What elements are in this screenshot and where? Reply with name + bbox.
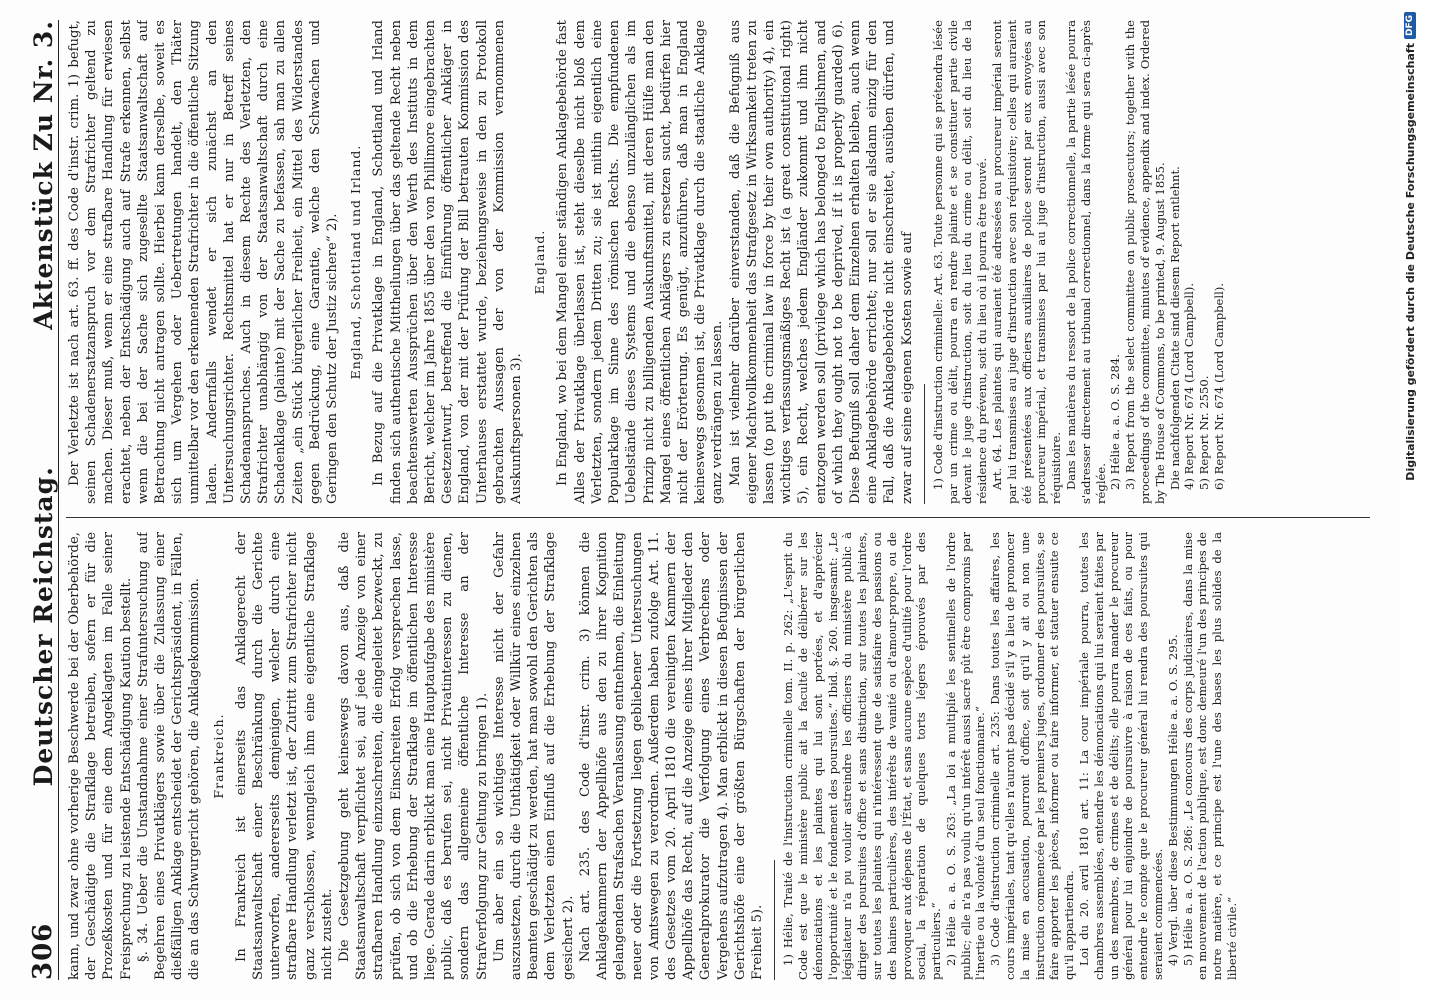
footnote: 6) Report Nr. 674 (Lord Campbell). (1211, 282, 1226, 490)
footnote-divider (774, 860, 775, 980)
footnote: 5) Hélie a. a. O. S. 286: „Le concours des corps judiciaires, dans la mise en mouvement de l'action publique, est donc demeuré l'un des principes de notre matière, et ce principe est l'une des bases les plus solides de la liberté civile.“ (1180, 532, 1240, 980)
paragraph: Nach art. 235. des Code d'instr. crim. 3) können die Anklagekammern der Appellhöfe aus den zu ihrer Kognition gelangenden Strafsachen Veranlassung entnehmen, die Einleitung neuer oder die Fortsetzung liegen gebliebener Untersuchungen von Amtswegen zu verordnen. Außerdem haben zufolge Art. 11. des Gesetzes vom 20. April 1810 die vereinigten Kammern der Appellhöfe das Recht, auf die Anzeige eines ihrer Mitglieder den Generalprokurator die Verfolgung eines Verbrechens oder Vergehens aufzutragen 4). Man erblickt in diesen Befugnissen der Gerichtshöfe eine der größten Bürgschaften der bürgerlichen Freiheit 5). (577, 532, 765, 980)
footnote: 3) Code d'instruction criminelle art. 235: Dans toutes les affaires, les cours impériales, tant qu'elles n'auront pas décidé s'il y a lieu de prononcer la mise en accusation, pourront d'office, soit qu'il y ait ou non une instruction commencée par les premiers juges, ordonner des poursuites, se faire apporter les pièces, informer ou faire informer, et statuer ensuite ce qu'il appartiendra. (988, 532, 1077, 980)
footnote: 3) Report from the select committee on public prosecutors; together with the proceedings of the committee, minutes of evidence, appendix and index. Ordered by The House of Commons, to be printed, 9. August 1855. (1123, 20, 1167, 504)
paragraph: In England, wo bei dem Mangel einer ständigen Anklagebehörde fast Alles der Privatklage überlassen ist, steht dieselbe nicht bloß dem Verletzten, sondern jedem Dritten zu; sie ist mithin eigentlich eine Popularklage im Sinne des römischen Rechts. Die empfundenen Uebelstände dieses Systems und die ebenso unzulänglichen als im Prinzip nicht zu billigenden Auskunftsmittel, mit deren Hülfe man den Mangel eines öffentlichen Anklägers zu ersetzen sucht, bedürfen hier nicht der Erörterung. Es genügt, anzuführen, daß man in England keineswegs gesonnen ist, die Privatklage durch die staatliche Anklage ganz verdrängen zu lassen. (555, 20, 726, 504)
page-number: 306 (28, 922, 58, 980)
paragraph: In Frankreich ist einerseits das Anklagerecht der Staatsanwaltschaft einer Beschränkung durch die Gerichte unterworfen, andererseits demjenigen, welcher durch eine strafbare Handlung verletzt ist, der Zutritt zum Strafrichter nicht ganz verschlossen, wenngleich ihm eine eigentliche Strafklage nicht zusteht. (233, 532, 335, 980)
footnote: Loi du 20. avril 1810 art. 11: La cour impériale pourra, toutes les chambres assemblées, entendre les dénonciations qui lui seraient faites par un des membres, de crimes et de délits; elle pourra mander le procureur général pour lui enjoindre de poursuivre à raison de ces faits, ou pour entendre le compte que le procureur général lui rendra des poursuites qui seraient commencées. (1077, 532, 1166, 980)
header-left-title: Deutscher Reichstag. (29, 466, 58, 787)
page-header (18, 20, 59, 980)
paragraph: Um aber ein so wichtiges Interesse nicht der Gefahr auszusetzen, durch die Unthätigkeit oder Willkür eines einzelnen Beamten geschädigt zu werden, hat man sowohl den Gerichten als dem Verletzten einen Einfluß auf die Erhebung der Strafklage gesichert 2). (491, 532, 576, 980)
dfg-logo: DFG (1404, 12, 1416, 39)
section-heading: England, Schottland und Irland. (348, 144, 364, 380)
column-divider (66, 517, 1370, 518)
footnote: Die nachfolgenden Citate sind diesem Report entlehnt. (1167, 166, 1182, 490)
footnote: 4) Report Nr. 674 (Lord Campbell). (1182, 282, 1197, 490)
paragraph: §. 34. Ueber die Unstandnahme einer Strafuntersuchung auf Begehren eines Privatklägers sowie über die Zulassung einer dießfälligen Anklage entscheidet der Gerichtspräsident, in Fällen, die an das Schwurgericht gehören, die Anklagekommission. (135, 532, 203, 980)
footnote: Dans les matières du ressort de la police correctionnelle, la partie lésée pourra s'adresser directement au tribunal correctionnel, dans la forme qui sera ci-après réglée. (1063, 20, 1108, 504)
paragraph: Die Gesetzgebung geht keineswegs davon aus, daß die Staatsanwaltschaft verpflichtet sei, auf jede Anzeige von einer strafbaren Handlung einzuschreiten, die eingeleitet bezweckt, zu prüfen, ob sich von dem Einschreiten Erfolg versprechen lasse, und ob die Erhebung der Strafklage im öffentlichen Interesse liege. Gerade darin erblickt man eine Hauptaufgabe des ministère public, daß es berufen sei, nicht Privatinteressen zu dienen, sondern das allgemeine öffentliche Interesse an der Strafverfolgung zur Geltung zu bringen 1). (337, 532, 490, 980)
footnote: 2) Hélie a. a. O. S. 263: „La loi a multiplié les sentinelles de l'ordre public; elle n'a pas voulu qu'un intérêt aussi sacré pût être compromis par l'inertie ou la volonté d'un seul fonctionnaire.“ (943, 532, 988, 980)
footnote: 5) Report Nr. 2550. (1197, 375, 1212, 490)
paragraph: kann, und zwar ohne vorherige Beschwerde bei der Oberbehörde, der Geschädigte die Strafklage betreiben, sofern er für die Prozeßkosten und für eine dem Angeklagten im Falle seiner Freisprechung zu leistende Entschädigung Kaution bestellt. (67, 532, 134, 980)
footnote: 1) Hélie, Traité de l'instruction criminelle tom. II. p. 262: „L'esprit du Code est que le ministère public ait la faculté de délibérer sur les dénonciations et les plaintes qui lui sont portées, et d'apprécier l'opportunité et le fondement des poursuites.“ Ibid. §. 260. insgesamt: „Le législateur n'a pu vouloir astreindre les officiers du ministère public à diriger des poursuites d'office et sans distinction, sur toutes les plaintes, sur toutes les plaintes qui n'intéressent que de satisfaire des passions ou des haines particulières, des intérêts de vanité ou d'amour-propre, ou de provoquer aux dépens de l'État, et sans aucune espèce d'utilité pour l'ordre social, la réparation de quelques torts légers éprouvés par des particuliers.“ (781, 532, 944, 980)
footnote: Art. 64. Les plaintes qui auraient été adressées au procureur impérial seront par lui transmises au juge d'instruction avec son réquisitoire; celles qui auraient été présentées aux officiers auxiliaires de police seront par eux envoyées au procureur impérial, et transmises par lui au juge d'instruction, aussi avec son réquisitoire. (989, 20, 1064, 504)
paragraph: In Bezug auf die Privatklage in England, Schottland und Irland finden sich authentische Mittheilungen über das geltende Recht neben beachtenswerten Aussprüchen über den Werth des Instituts in dem Bericht, welcher im Jahre 1855 über den von Phillimore eingebrachten Gesetzentwurf, betreffend die Einführung öffentlicher Ankläger in England, von der mit der Prüfung der Bill betrauten Kommission des Unterhauses erstattet wurde, beziehungsweise in den zu Protokoll gebrachten Aussagen der von der Kommission vernommenen Auskunftspersonen 3). (371, 20, 525, 504)
digitization-credit (1398, 0, 1422, 1000)
footnote: 4) Vergl. über diese Bestimmungen Hélie a. a. O. S. 295. (1165, 634, 1180, 966)
section-heading: England. (532, 229, 548, 295)
footnote-divider (924, 384, 925, 504)
credit-text: Digitalisierung gefördert durch die Deutsche Forschungsgemeinschaft (1403, 43, 1417, 481)
footnote: 1) Code d'instruction criminelle: Art. 63. Toute personne qui se prétendra lésée par un crime ou délit, pourra en rendre plainte et se constituer partie civile devant le juge d'instruction, soit du lieu du crime ou délit, soit du lieu de la résidence du prévenu, soit du lieu où il pourra être trouvé. (930, 20, 990, 504)
section-heading: Frankreich. (210, 713, 226, 799)
paragraph: Man ist vielmehr darüber einverstanden, daß die Befugniß aus eigener Machtvollkommenheit das Strafgesetz in Wirksamkeit treten zu lassen (to put the criminal law in force by their own authority) 4), ein wichtiges verfassungsmäßiges Recht ist (a great constitutional right) 5), ein Recht, welches jedem Engländer zukommt und ihm nicht entzogen werden soll (privilege which has belonged to Englishmen, and of which they ought not to be deprived, if it is properly guarded) 6). Diese Befugniß soll daher dem Einzelnen erhalten bleiben, auch wenn eine Anklagebehörde errichtet; nur soll er sie alsdann einzig für den Fall, daß die Anklagebehörde nicht einschreitet, ausüben dürfen, und zwar auf seine eigenen Kosten sowie auf (727, 20, 915, 504)
paragraph: Der Verletzte ist nach art. 63. ff. des Code d'instr. crim. 1) befugt, seinen Schadenersatzanspruch vor dem Strafrichter geltend zu machen. Dieser muß, wenn er eine strafbare Handlung für erwiesen erachtet, neben der Entschädigung auch auf Strafe erkennen, selbst wenn die bei der Sache sich zugesellte Staatsanwaltschaft auf Betrachtung nicht antragen sollte. Hierbei kann derselbe, soweit es sich um Vergehen oder Uebertretungen handelt, den Thäter unmittelbar vor den erkennenden Strafrichter in die öffentliche Sitzung laden. Andernfalls wendet er sich zunächst an den Untersuchungsrichter. Rechtsmittel hat er nur in Betreff seines Schadenanspruches. Auch in diesem Rechte des Verletzten, den Strafrichter unabhängig von der Staatsanwaltschaft durch eine Schadenklage (plainte) mit der Sache zu befassen, sah man zu allen Zeiten „ein Stück bürgerlicher Freiheit, ein Mittel des Widerstandes gegen Bedrückung, eine Garantie, welche den Schwachen und Geringen den Schutz der Justiz sichere“ 2). (67, 20, 341, 504)
footnote: 2) Hélie a. a. O. S. 284. (1108, 354, 1123, 490)
header-right-title: Aktenstück Zu Nr. 3. (29, 20, 58, 330)
right-column (66, 20, 1370, 504)
left-column (66, 532, 1370, 980)
